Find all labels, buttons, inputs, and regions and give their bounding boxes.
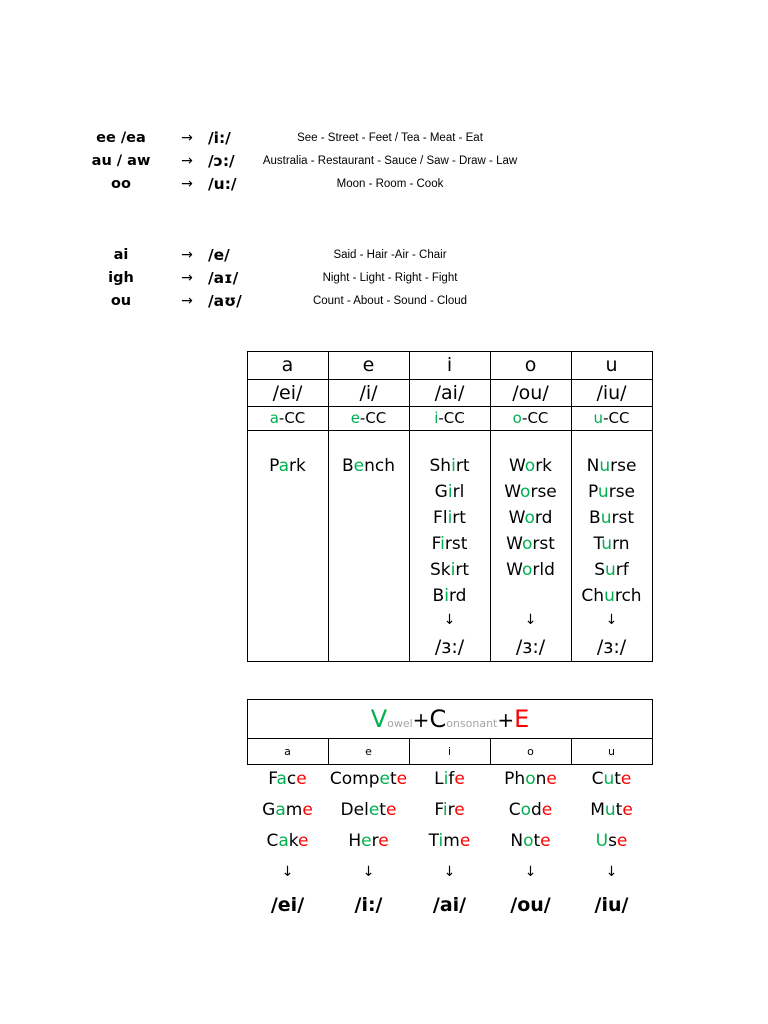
word-part: n xyxy=(535,769,547,789)
word-vowel: e xyxy=(379,769,390,789)
word-part: t xyxy=(533,831,541,851)
word-part: rse xyxy=(610,456,637,476)
word-vowel: i xyxy=(443,769,449,789)
cc-suffix: -CC xyxy=(522,409,549,427)
example-word xyxy=(409,557,490,583)
rule-pattern: au / aw xyxy=(91,153,151,169)
title-plus: + xyxy=(497,708,515,732)
word-part: N xyxy=(586,456,600,476)
word-part: L xyxy=(434,769,444,789)
word-part: M xyxy=(590,800,605,820)
ipa-header: /iu/ xyxy=(596,382,627,404)
word-vowel: o xyxy=(520,482,531,502)
rule-ipa: /ɔ:/ xyxy=(208,152,235,170)
word-part: rn xyxy=(612,534,630,554)
word-part: W xyxy=(506,560,522,580)
down-arrow-icon: ↓ xyxy=(605,612,618,628)
example-word xyxy=(328,764,409,795)
result-sound: /iu/ xyxy=(594,894,629,916)
example-word xyxy=(571,453,652,479)
rule-ipa: /aʊ/ xyxy=(208,292,242,310)
word-vowel: o xyxy=(524,456,536,476)
word-vowel: U xyxy=(595,831,609,851)
word-part: C xyxy=(266,831,279,851)
word-vowel: o xyxy=(525,769,536,789)
down-arrow-icon: ↓ xyxy=(524,864,537,880)
word-vowel: u xyxy=(601,534,613,554)
arrow-icon: → xyxy=(181,270,193,286)
vowel-header: e xyxy=(365,745,372,758)
word-part: rse xyxy=(530,482,557,502)
word-vowel: i xyxy=(440,534,445,554)
example-word xyxy=(328,826,409,857)
word-part: rt xyxy=(452,508,466,528)
cc-pattern xyxy=(409,407,490,429)
vowel-header: i xyxy=(447,745,452,758)
word-part: B xyxy=(589,508,601,528)
word-vowel: e xyxy=(353,456,365,476)
rule-examples: Count - About - Sound - Cloud xyxy=(312,295,468,307)
word-part: Sk xyxy=(429,560,451,580)
example-word xyxy=(490,826,571,857)
result-sound: /ou/ xyxy=(510,894,551,916)
word-silent-e: e xyxy=(454,800,465,820)
down-arrow-icon: ↓ xyxy=(524,612,537,628)
word-part: f xyxy=(448,769,455,789)
cc-pattern xyxy=(247,407,328,429)
word-part: r xyxy=(371,831,379,851)
word-part: C xyxy=(508,800,521,820)
word-part: C xyxy=(591,769,604,789)
word-part: W xyxy=(504,482,521,502)
arrow-icon: → xyxy=(181,153,193,169)
word-vowel: i xyxy=(450,560,456,580)
word-silent-e: e xyxy=(622,800,633,820)
result-sound: /ɜ:/ xyxy=(596,636,627,658)
cc-vowel: o xyxy=(512,409,523,427)
cc-suffix: -CC xyxy=(603,409,630,427)
word-part: rst xyxy=(444,534,468,554)
rule-ipa: /i:/ xyxy=(208,129,231,147)
word-part: Comp xyxy=(329,769,380,789)
word-part: S xyxy=(594,560,606,580)
word-part: F xyxy=(268,769,277,789)
result-sound: /ai/ xyxy=(432,894,467,916)
word-part: nch xyxy=(364,456,396,476)
example-word xyxy=(490,453,571,479)
example-word xyxy=(571,479,652,505)
word-silent-e: e xyxy=(296,769,307,789)
word-vowel: i xyxy=(447,482,453,502)
cc-suffix: -CC xyxy=(278,409,306,427)
word-vowel: a xyxy=(275,800,286,820)
word-part: rt xyxy=(455,560,470,580)
result-sound: /ɜ:/ xyxy=(515,636,546,658)
word-part: rch xyxy=(614,586,642,606)
rule-row xyxy=(0,290,768,312)
word-part: r xyxy=(447,800,455,820)
rule-row xyxy=(0,244,768,266)
word-silent-e: e xyxy=(396,769,408,789)
ipa-header: /ei/ xyxy=(272,382,303,404)
vowel-header: i xyxy=(446,354,453,376)
vce-column xyxy=(328,764,409,921)
word-part: t xyxy=(389,769,397,789)
rule-row xyxy=(0,150,768,172)
word-part: t xyxy=(615,800,623,820)
word-vowel: o xyxy=(524,508,535,528)
word-silent-e: e xyxy=(385,800,397,820)
example-word xyxy=(409,531,490,557)
word-vowel: o xyxy=(520,800,531,820)
word-part: Ph xyxy=(504,769,526,789)
word-part: t xyxy=(379,800,386,820)
title-v: V xyxy=(370,705,388,733)
word-silent-e: e xyxy=(378,831,389,851)
word-part: W xyxy=(506,534,522,554)
word-part: Fl xyxy=(433,508,448,528)
word-part: B xyxy=(341,456,354,476)
word-part: G xyxy=(262,800,276,820)
word-vowel: o xyxy=(521,534,533,554)
result-sound: /ei/ xyxy=(270,894,305,916)
cc-suffix: -CC xyxy=(359,409,387,427)
cc-suffix: -CC xyxy=(438,409,465,427)
word-vowel: i xyxy=(438,831,444,851)
example-word xyxy=(328,453,409,479)
word-silent-e: e xyxy=(620,769,632,789)
word-part: rf xyxy=(615,560,629,580)
word-part: rt xyxy=(455,456,470,476)
word-part: k xyxy=(288,831,299,851)
example-word xyxy=(490,505,571,531)
word-vowel: o xyxy=(523,831,534,851)
title-c-rest: onsonant xyxy=(446,717,498,730)
rule-row xyxy=(0,127,768,149)
ipa-header: /ai/ xyxy=(434,382,465,404)
word-vowel: u xyxy=(603,769,615,789)
word-part: rl xyxy=(452,482,465,502)
arrow-icon: → xyxy=(181,176,193,192)
word-vowel: i xyxy=(442,800,448,820)
rule-row xyxy=(0,267,768,289)
rule-ipa: /u:/ xyxy=(208,175,237,193)
example-word xyxy=(409,505,490,531)
vce-column xyxy=(409,764,490,921)
example-word xyxy=(247,764,328,795)
word-part: m xyxy=(285,800,303,820)
vowel-header: u xyxy=(605,354,618,376)
vowel-header: a xyxy=(281,354,294,376)
example-word xyxy=(409,479,490,505)
word-part: rk xyxy=(289,456,306,476)
arrow-icon: → xyxy=(181,293,193,309)
word-part: rk xyxy=(535,456,553,476)
word-vowel: u xyxy=(597,482,609,502)
word-part: F xyxy=(434,800,443,820)
vowel-header: u xyxy=(608,745,615,758)
example-word xyxy=(490,531,571,557)
example-word xyxy=(490,479,571,505)
rule-ipa: /e/ xyxy=(208,246,230,264)
word-part: Del xyxy=(340,800,369,820)
example-word xyxy=(571,826,652,857)
word-part: d xyxy=(531,800,542,820)
word-part: Sh xyxy=(429,456,452,476)
word-part: G xyxy=(434,482,448,502)
arrow-icon: → xyxy=(181,247,193,263)
word-part: rst xyxy=(532,534,555,554)
cc-pattern xyxy=(328,407,409,429)
word-vowel: u xyxy=(605,560,616,580)
cc-pattern xyxy=(490,407,571,429)
ipa-header: /ou/ xyxy=(512,382,549,404)
vowel-r-table xyxy=(247,351,653,662)
vowel-header: e xyxy=(362,354,375,376)
down-arrow-icon: ↓ xyxy=(281,864,294,880)
arrow-icon: → xyxy=(181,130,193,146)
example-word xyxy=(490,557,571,583)
example-word xyxy=(247,453,328,479)
ipa-header: /i/ xyxy=(359,382,378,404)
cc-vowel: e xyxy=(350,409,360,427)
word-vowel: o xyxy=(521,560,533,580)
example-word xyxy=(247,795,328,826)
word-silent-e: e xyxy=(302,800,313,820)
word-vowel: a xyxy=(278,831,289,851)
rule-examples: Moon - Room - Cook xyxy=(336,178,444,190)
word-part: B xyxy=(432,586,445,606)
word-vowel: u xyxy=(604,586,615,606)
example-word xyxy=(571,505,652,531)
vowel-header: o xyxy=(527,745,534,758)
word-vowel: u xyxy=(604,800,616,820)
example-word xyxy=(409,826,490,857)
word-part: P xyxy=(269,456,279,476)
word-part: N xyxy=(510,831,524,851)
rule-ipa: /aɪ/ xyxy=(208,269,239,287)
rule-pattern: ee /ea xyxy=(96,130,146,146)
example-word xyxy=(571,531,652,557)
word-part: c xyxy=(286,769,297,789)
word-part: Ch xyxy=(581,586,605,606)
result-sound: /ɜ:/ xyxy=(434,636,465,658)
example-word xyxy=(571,583,652,609)
vce-title xyxy=(247,701,653,742)
rule-examples: Night - Light - Right - Fight xyxy=(322,272,458,284)
example-word xyxy=(247,826,328,857)
example-word xyxy=(409,795,490,826)
word-silent-e: e xyxy=(541,800,553,820)
down-arrow-icon: ↓ xyxy=(443,612,456,628)
word-vowel: a xyxy=(276,769,287,789)
title-e: E xyxy=(514,705,530,733)
result-sound: /i:/ xyxy=(354,894,383,916)
word-vowel: u xyxy=(599,456,611,476)
example-word xyxy=(571,764,652,795)
example-word xyxy=(328,795,409,826)
example-word xyxy=(490,764,571,795)
word-vowel: u xyxy=(600,508,612,528)
word-vowel: e xyxy=(368,800,380,820)
title-v-rest: owel xyxy=(387,717,413,730)
rule-pattern: oo xyxy=(111,176,131,192)
word-part: t xyxy=(614,769,621,789)
word-part: T xyxy=(428,831,439,851)
vowel-header: a xyxy=(284,745,291,758)
word-part: H xyxy=(348,831,362,851)
rule-row xyxy=(0,173,768,195)
vce-column xyxy=(490,764,571,921)
word-part: P xyxy=(587,482,598,502)
example-word xyxy=(409,453,490,479)
word-vowel: i xyxy=(444,586,449,606)
word-part: W xyxy=(508,508,525,528)
down-arrow-icon: ↓ xyxy=(605,864,618,880)
vowel-header: o xyxy=(524,354,537,376)
word-vowel: i xyxy=(451,456,456,476)
word-silent-e: e xyxy=(616,831,628,851)
down-arrow-icon: ↓ xyxy=(443,864,456,880)
word-silent-e: e xyxy=(454,769,465,789)
rule-examples: Australia - Restaurant - Sauce / Saw - Draw - Law xyxy=(262,155,518,167)
word-part: F xyxy=(431,534,441,554)
cc-vowel: u xyxy=(593,409,604,427)
example-word xyxy=(490,795,571,826)
word-vowel: i xyxy=(447,508,453,528)
title-plus: + xyxy=(412,708,430,732)
word-part: rld xyxy=(532,560,555,580)
row-divider xyxy=(247,430,653,431)
word-part: rse xyxy=(608,482,636,502)
example-word xyxy=(409,583,490,609)
rule-pattern: ou xyxy=(110,293,132,309)
word-part: m xyxy=(443,831,460,851)
word-part: W xyxy=(508,456,525,476)
rule-pattern: ai xyxy=(113,247,129,263)
vce-column xyxy=(571,764,652,921)
word-part: T xyxy=(593,534,602,554)
word-vowel: e xyxy=(361,831,372,851)
word-silent-e: e xyxy=(298,831,309,851)
word-silent-e: e xyxy=(546,769,557,789)
cc-pattern xyxy=(571,407,652,429)
word-part: rd xyxy=(448,586,467,606)
cc-vowel: i xyxy=(434,409,439,427)
vce-column xyxy=(247,764,328,921)
cc-vowel: a xyxy=(269,409,279,427)
example-word xyxy=(409,764,490,795)
word-silent-e: e xyxy=(459,831,471,851)
rule-examples: See - Street - Feet / Tea - Meat - Eat xyxy=(297,132,483,144)
down-arrow-icon: ↓ xyxy=(362,864,375,880)
title-c: C xyxy=(429,705,447,733)
rule-examples: Said - Hair -Air - Chair xyxy=(333,249,447,261)
word-part: rd xyxy=(534,508,553,528)
example-word xyxy=(571,795,652,826)
word-part: rst xyxy=(611,508,634,528)
example-word xyxy=(571,557,652,583)
word-part: s xyxy=(608,831,617,851)
word-vowel: a xyxy=(278,456,290,476)
rule-pattern: igh xyxy=(108,270,134,286)
vce-table xyxy=(247,699,653,765)
word-silent-e: e xyxy=(540,831,551,851)
